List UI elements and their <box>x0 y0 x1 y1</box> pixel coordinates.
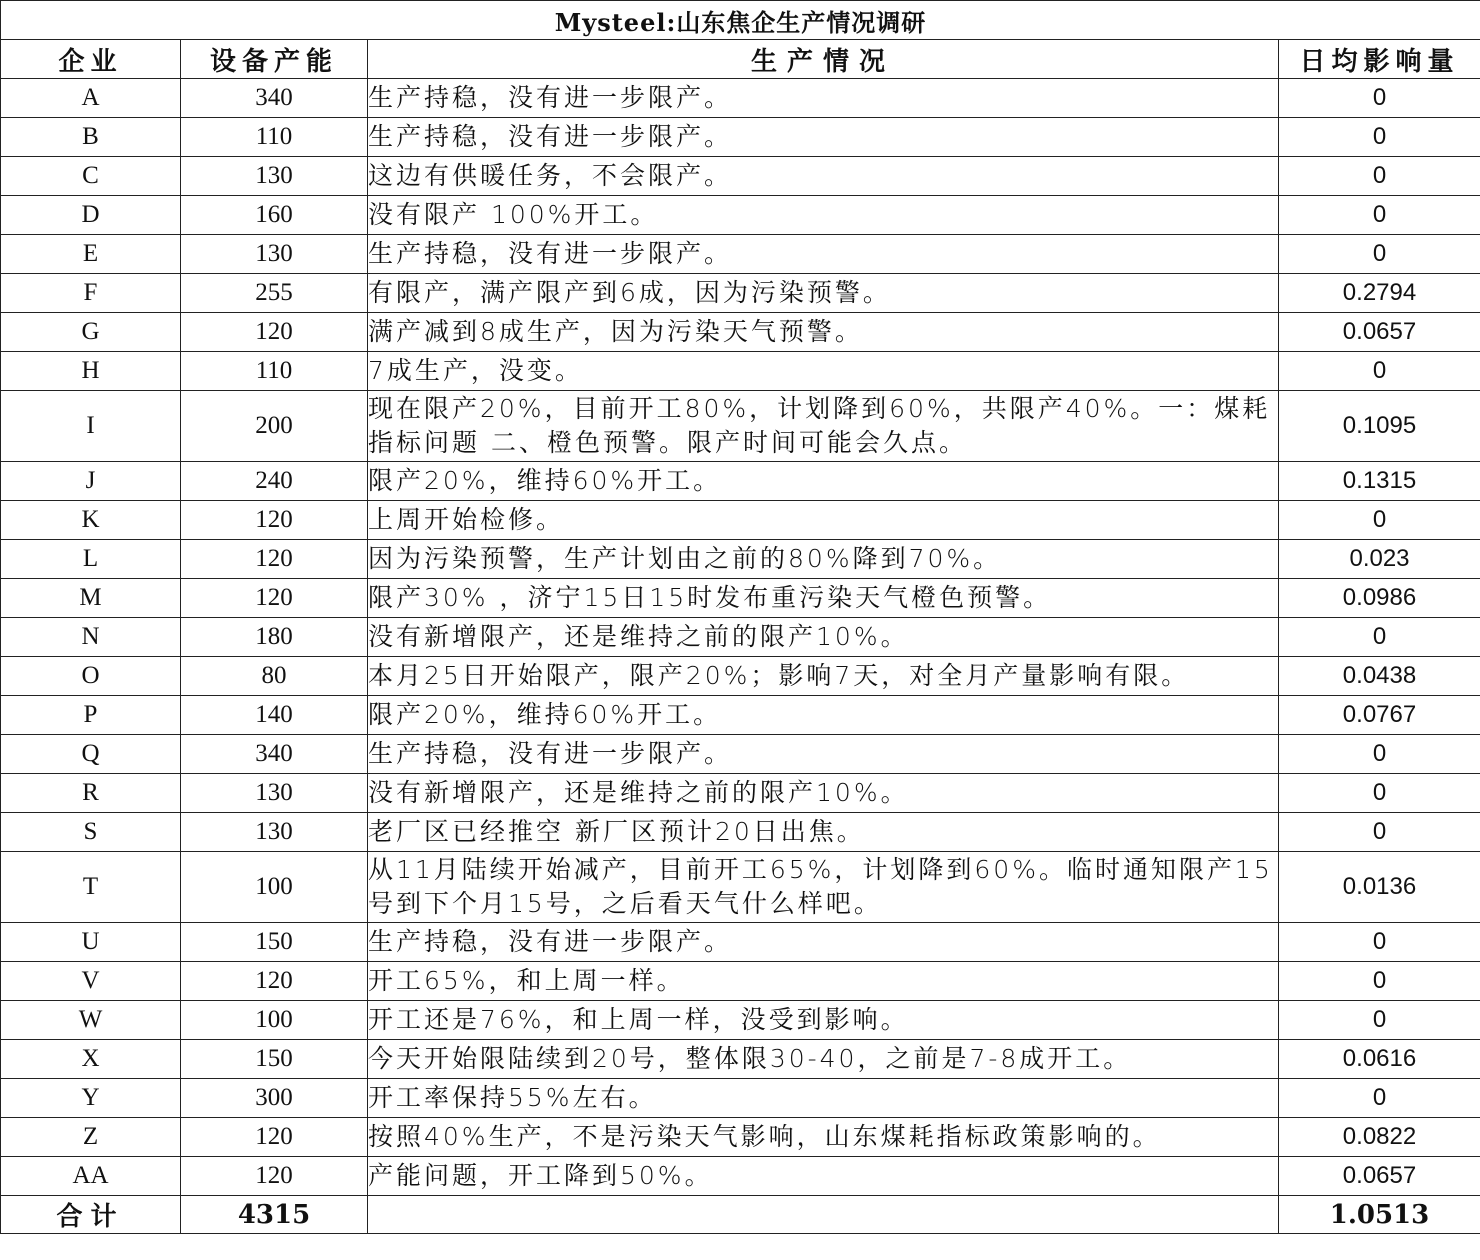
status-cell: 满产减到8成生产，因为污染天气预警。 <box>368 313 1279 352</box>
header-impact: 日均影响量 <box>1279 40 1480 79</box>
company-cell: S <box>1 813 181 852</box>
capacity-cell: 120 <box>181 540 368 579</box>
capacity-cell: 120 <box>181 1157 368 1196</box>
table-row <box>1 1001 1480 1040</box>
table-row <box>1 735 1480 774</box>
status-cell: 生产持稳，没有进一步限产。 <box>368 735 1279 774</box>
company-cell: M <box>1 579 181 618</box>
impact-cell: 0.1095 <box>1279 391 1480 462</box>
company-cell: B <box>1 118 181 157</box>
capacity-cell: 340 <box>181 79 368 118</box>
company-cell: Y <box>1 1079 181 1118</box>
capacity-cell: 160 <box>181 196 368 235</box>
impact-cell: 0 <box>1279 1001 1480 1040</box>
company-cell: X <box>1 1040 181 1079</box>
table-row <box>1 79 1480 118</box>
status-cell: 生产持稳，没有进一步限产。 <box>368 923 1279 962</box>
capacity-cell: 240 <box>181 462 368 501</box>
status-cell: 限产30% ，济宁15日15时发布重污染天气橙色预警。 <box>368 579 1279 618</box>
status-cell: 因为污染预警，生产计划由之前的80%降到70%。 <box>368 540 1279 579</box>
capacity-cell: 110 <box>181 352 368 391</box>
impact-cell: 0 <box>1279 813 1480 852</box>
company-cell: O <box>1 657 181 696</box>
status-cell: 没有新增限产，还是维持之前的限产10%。 <box>368 774 1279 813</box>
company-cell: G <box>1 313 181 352</box>
impact-cell: 0.023 <box>1279 540 1480 579</box>
capacity-cell: 120 <box>181 313 368 352</box>
company-cell: N <box>1 618 181 657</box>
table-row <box>1 618 1480 657</box>
table-row <box>1 462 1480 501</box>
capacity-cell: 200 <box>181 391 368 462</box>
status-cell: 有限产，满产限产到6成，因为污染预警。 <box>368 274 1279 313</box>
status-cell: 限产20%，维持60%开工。 <box>368 462 1279 501</box>
status-cell: 老厂区已经推空 新厂区预计20日出焦。 <box>368 813 1279 852</box>
capacity-cell: 300 <box>181 1079 368 1118</box>
impact-cell: 0.0657 <box>1279 313 1480 352</box>
impact-cell: 0.0438 <box>1279 657 1480 696</box>
company-cell: C <box>1 157 181 196</box>
status-cell: 生产持稳，没有进一步限产。 <box>368 118 1279 157</box>
impact-cell: 0 <box>1279 352 1480 391</box>
company-cell: E <box>1 235 181 274</box>
table-row <box>1 657 1480 696</box>
capacity-cell: 100 <box>181 1001 368 1040</box>
impact-cell: 0 <box>1279 118 1480 157</box>
impact-cell: 0 <box>1279 235 1480 274</box>
table-title: Mysteel:山东焦企生产情况调研 <box>1 1 1480 40</box>
status-cell: 开工率保持55%左右。 <box>368 1079 1279 1118</box>
table-row <box>1 813 1480 852</box>
impact-cell: 0 <box>1279 962 1480 1001</box>
table-row <box>1 579 1480 618</box>
table-row <box>1 774 1480 813</box>
status-cell: 这边有供暖任务，不会限产。 <box>368 157 1279 196</box>
table-row <box>1 501 1480 540</box>
table-row <box>1 696 1480 735</box>
impact-cell: 0.0616 <box>1279 1040 1480 1079</box>
capacity-cell: 150 <box>181 1040 368 1079</box>
company-cell: I <box>1 391 181 462</box>
impact-cell: 0 <box>1279 1079 1480 1118</box>
total-label: 合计 <box>1 1196 181 1234</box>
header-status: 生产情况 <box>368 40 1279 79</box>
company-cell: Q <box>1 735 181 774</box>
table-row <box>1 1040 1480 1079</box>
company-cell: L <box>1 540 181 579</box>
impact-cell: 0.0136 <box>1279 852 1480 923</box>
table-row <box>1 118 1480 157</box>
impact-cell: 0.0986 <box>1279 579 1480 618</box>
status-cell: 现在限产20%，目前开工80%，计划降到60%，共限产40%。一：煤耗指标问题 二、橙色预警。限产时间可能会久点。 <box>368 391 1279 462</box>
total-capacity: 4315 <box>181 1196 368 1234</box>
status-cell: 没有新增限产，还是维持之前的限产10%。 <box>368 618 1279 657</box>
impact-cell: 0.0657 <box>1279 1157 1480 1196</box>
table-row <box>1 313 1480 352</box>
total-status <box>368 1196 1279 1234</box>
table-row <box>1 852 1480 923</box>
impact-cell: 0.0767 <box>1279 696 1480 735</box>
total-row <box>1 1196 1480 1234</box>
company-cell: W <box>1 1001 181 1040</box>
company-cell: D <box>1 196 181 235</box>
impact-cell: 0.0822 <box>1279 1118 1480 1157</box>
status-cell: 开工65%，和上周一样。 <box>368 962 1279 1001</box>
company-cell: Z <box>1 1118 181 1157</box>
capacity-cell: 120 <box>181 501 368 540</box>
impact-cell: 0 <box>1279 923 1480 962</box>
status-cell: 从11月陆续开始减产，目前开工65%，计划降到60%。临时通知限产15号到下个月15号，之后看天气什么样吧。 <box>368 852 1279 923</box>
impact-cell: 0 <box>1279 501 1480 540</box>
capacity-cell: 140 <box>181 696 368 735</box>
table-row <box>1 1079 1480 1118</box>
capacity-cell: 130 <box>181 235 368 274</box>
impact-cell: 0 <box>1279 774 1480 813</box>
impact-cell: 0 <box>1279 79 1480 118</box>
impact-cell: 0 <box>1279 196 1480 235</box>
company-cell: K <box>1 501 181 540</box>
header-row <box>1 40 1480 79</box>
company-cell: H <box>1 352 181 391</box>
impact-cell: 0 <box>1279 735 1480 774</box>
company-cell: T <box>1 852 181 923</box>
table-row <box>1 391 1480 462</box>
capacity-cell: 130 <box>181 813 368 852</box>
table-row <box>1 157 1480 196</box>
capacity-cell: 150 <box>181 923 368 962</box>
capacity-cell: 130 <box>181 157 368 196</box>
status-cell: 7成生产，没变。 <box>368 352 1279 391</box>
status-cell: 今天开始限陆续到20号，整体限30-40，之前是7-8成开工。 <box>368 1040 1279 1079</box>
total-impact: 1.0513 <box>1279 1196 1480 1234</box>
table-row <box>1 196 1480 235</box>
capacity-cell: 100 <box>181 852 368 923</box>
capacity-cell: 255 <box>181 274 368 313</box>
table-row <box>1 540 1480 579</box>
company-cell: F <box>1 274 181 313</box>
table-row <box>1 923 1480 962</box>
header-capacity: 设备产能 <box>181 40 368 79</box>
company-cell: J <box>1 462 181 501</box>
impact-cell: 0 <box>1279 618 1480 657</box>
capacity-cell: 120 <box>181 1118 368 1157</box>
status-cell: 产能问题，开工降到50%。 <box>368 1157 1279 1196</box>
capacity-cell: 340 <box>181 735 368 774</box>
table-row <box>1 962 1480 1001</box>
company-cell: P <box>1 696 181 735</box>
table-row <box>1 274 1480 313</box>
impact-cell: 0 <box>1279 157 1480 196</box>
status-cell: 本月25日开始限产，限产20%；影响7天，对全月产量影响有限。 <box>368 657 1279 696</box>
capacity-cell: 130 <box>181 774 368 813</box>
status-cell: 没有限产 100%开工。 <box>368 196 1279 235</box>
table-body <box>1 79 1480 1196</box>
capacity-cell: 120 <box>181 579 368 618</box>
status-cell: 生产持稳，没有进一步限产。 <box>368 79 1279 118</box>
table-row <box>1 235 1480 274</box>
capacity-cell: 80 <box>181 657 368 696</box>
status-cell: 生产持稳，没有进一步限产。 <box>368 235 1279 274</box>
status-cell: 限产20%，维持60%开工。 <box>368 696 1279 735</box>
capacity-cell: 180 <box>181 618 368 657</box>
impact-cell: 0.2794 <box>1279 274 1480 313</box>
status-cell: 上周开始检修。 <box>368 501 1279 540</box>
table-row <box>1 1118 1480 1157</box>
company-cell: V <box>1 962 181 1001</box>
company-cell: R <box>1 774 181 813</box>
header-company: 企业 <box>1 40 181 79</box>
company-cell: U <box>1 923 181 962</box>
company-cell: AA <box>1 1157 181 1196</box>
capacity-cell: 110 <box>181 118 368 157</box>
table-row <box>1 352 1480 391</box>
status-cell: 开工还是76%，和上周一样，没受到影响。 <box>368 1001 1279 1040</box>
company-cell: A <box>1 79 181 118</box>
status-cell: 按照40%生产，不是污染天气影响，山东煤耗指标政策影响的。 <box>368 1118 1279 1157</box>
table-row <box>1 1157 1480 1196</box>
capacity-cell: 120 <box>181 962 368 1001</box>
impact-cell: 0.1315 <box>1279 462 1480 501</box>
